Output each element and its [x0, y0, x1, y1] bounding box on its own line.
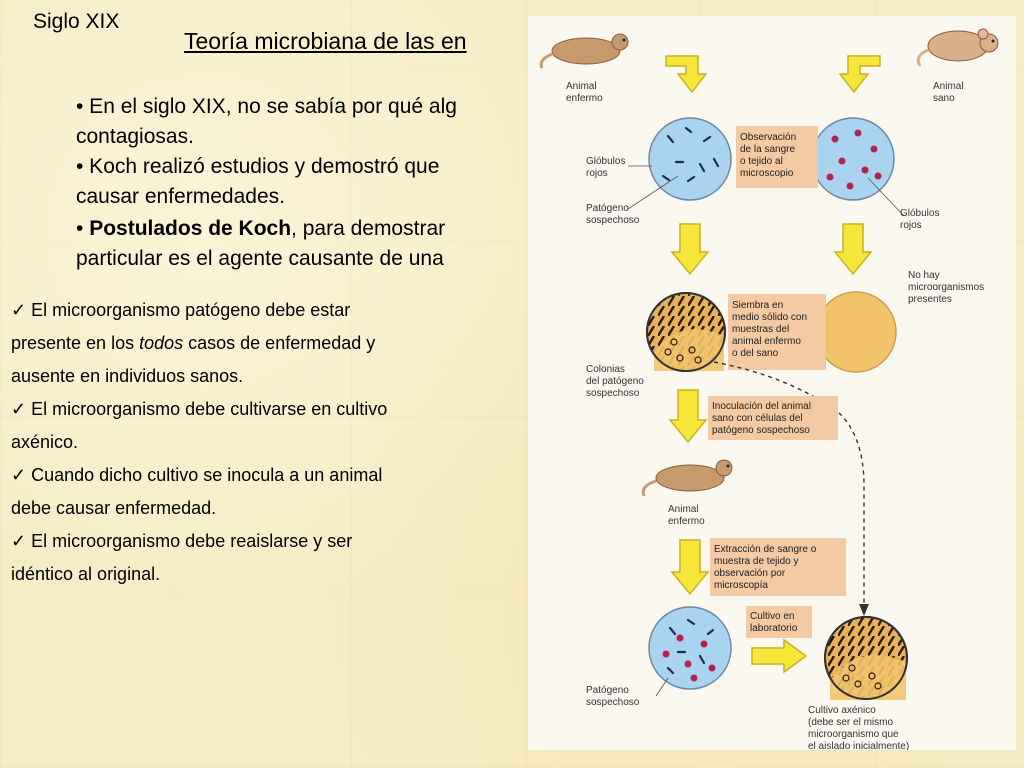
label-globulos-right-b: rojos [900, 220, 922, 231]
box-cultivo-2: laboratorio [750, 623, 798, 634]
label-no-hay-1: No hay [908, 270, 940, 281]
postulado-3-line2: debe causar enfermedad. [11, 498, 217, 518]
check-icon: ✓ [11, 300, 27, 320]
label-animal-sano-a: Animal [933, 81, 964, 92]
box-extraccion-3: observación por [714, 568, 786, 579]
koch-postulates-diagram [528, 16, 1016, 750]
arrow-down-icon [672, 540, 708, 594]
blood-smear-bottom-circle [649, 607, 731, 689]
check-icon: ✓ [11, 465, 27, 485]
label-animal-enfermo-1b: enfermo [566, 93, 603, 104]
postulado-2-line2: axénico. [11, 432, 79, 452]
label-patogeno-bottom-a: Patógeno [586, 685, 629, 696]
bullet-3-line1 [76, 214, 445, 244]
label-cultivo-axenico-2: (debe ser el mismo [808, 717, 894, 728]
check-icon: ✓ [11, 531, 27, 551]
box-observacion-3: o tejido al [740, 156, 783, 167]
label-patogeno-bottom-b: sospechoso [586, 697, 640, 708]
bullet-1-line2: contagiosas. [76, 125, 194, 148]
label-globulos-left-a: Glóbulos [586, 156, 626, 167]
postulado-1-line2a: presente en los [11, 333, 140, 353]
box-inoculacion-3: patógeno sospechoso [712, 425, 810, 436]
bullet-2 [76, 152, 439, 212]
postulado-1-line2b: casos de enfermedad y [183, 333, 376, 353]
bullet-3-prefix: • [76, 217, 90, 240]
label-colonias-3: sospechoso [586, 388, 640, 399]
box-extraccion-2: muestra de tejido y [714, 556, 799, 567]
bullet-3 [76, 214, 445, 274]
bullet-2-line1: • Koch realizó estudios y demostró que [76, 155, 440, 178]
label-cultivo-axenico-1: Cultivo axénico [808, 705, 876, 716]
box-inoculacion-1: Inoculación del animal [712, 401, 811, 412]
label-colonias-2: del patógeno [586, 376, 644, 387]
postulado-4 [11, 525, 352, 591]
box-observacion-4: microscopio [740, 168, 794, 179]
sick-mouse-icon-top [541, 34, 628, 68]
postulado-3-line1: Cuando dicho cultivo se inocula a un animal [31, 465, 383, 485]
label-cultivo-axenico-3: microorganismo que [808, 729, 899, 740]
diagram-svg [528, 16, 1016, 750]
postulado-4-line2: idéntico al original. [11, 564, 161, 584]
bullet-3-bold: Postulados de Koch [89, 217, 292, 240]
label-no-hay-2: microorganismos [908, 282, 985, 293]
label-animal-sano-b: sano [933, 93, 955, 104]
box-extraccion-1: Extracción de sangre o [714, 544, 817, 555]
box-observacion-1: Observación [740, 132, 797, 143]
arrow-down-icon [670, 390, 706, 442]
label-no-hay-3: presentes [908, 294, 952, 305]
postulado-2 [11, 393, 387, 459]
bullet-3-rest: , para demostrar [291, 217, 446, 240]
healthy-mouse-icon [918, 29, 998, 66]
postulado-3 [11, 459, 382, 525]
postulado-1-line1: El microorganismo patógeno debe estar [31, 300, 351, 320]
label-patogeno-left-b: sospechoso [586, 215, 640, 226]
label-patogeno-left-a: Patógeno [586, 203, 629, 214]
arrow-down-icon [666, 56, 706, 92]
box-observacion-2: de la sangre [740, 144, 796, 155]
label-cultivo-axenico-4: el aislado inicialmente) [808, 741, 910, 750]
arrow-down-icon [840, 56, 880, 92]
arrow-right-icon [752, 640, 806, 672]
postulado-4-line1: El microorganismo debe reaislarse y ser [31, 531, 353, 551]
era-label: Siglo XIX [33, 10, 120, 33]
bullet-2-line2: causar enfermedades. [76, 185, 285, 208]
box-siembra-3: muestras del [732, 324, 790, 335]
box-inoculacion-2: sano con células del [712, 413, 803, 424]
sterile-plate-circle [816, 292, 896, 372]
label-colonias-1: Colonias [586, 364, 625, 375]
box-siembra-5: o del sano [732, 348, 779, 359]
dashed-arrowhead-icon [859, 604, 869, 616]
bullet-3-line2: particular es el agente causante de una [76, 247, 444, 270]
label-animal-enfermo-2b: enfermo [668, 516, 705, 527]
sick-mouse-icon-middle [643, 460, 732, 496]
label-animal-enfermo-2a: Animal [668, 504, 699, 515]
arrow-down-icon [672, 224, 708, 274]
box-siembra-1: Siembra en [732, 300, 784, 311]
box-siembra-4: animal enfermo [732, 336, 801, 347]
label-globulos-left-b: rojos [586, 168, 608, 179]
postulado-1 [11, 294, 375, 393]
slide-title: Teoría microbiana de las en [184, 28, 467, 54]
bullet-1-line1: • En el siglo XIX, no se sabía por qué alg [76, 95, 457, 118]
box-extraccion-4: microscopía [714, 580, 768, 591]
postulado-1-italic: todos [139, 333, 184, 353]
label-globulos-right-a: Glóbulos [900, 208, 940, 219]
box-cultivo-1: Cultivo en [750, 611, 795, 622]
check-icon: ✓ [11, 399, 27, 419]
label-animal-enfermo-1a: Animal [566, 81, 597, 92]
bullet-1 [76, 92, 457, 152]
postulado-1-line3: ausente en individuos sanos. [11, 366, 244, 386]
box-siembra-2: medio sólido con [732, 312, 808, 323]
postulado-2-line1: El microorganismo debe cultivarse en cultivo [31, 399, 388, 419]
arrow-down-icon [835, 224, 871, 274]
